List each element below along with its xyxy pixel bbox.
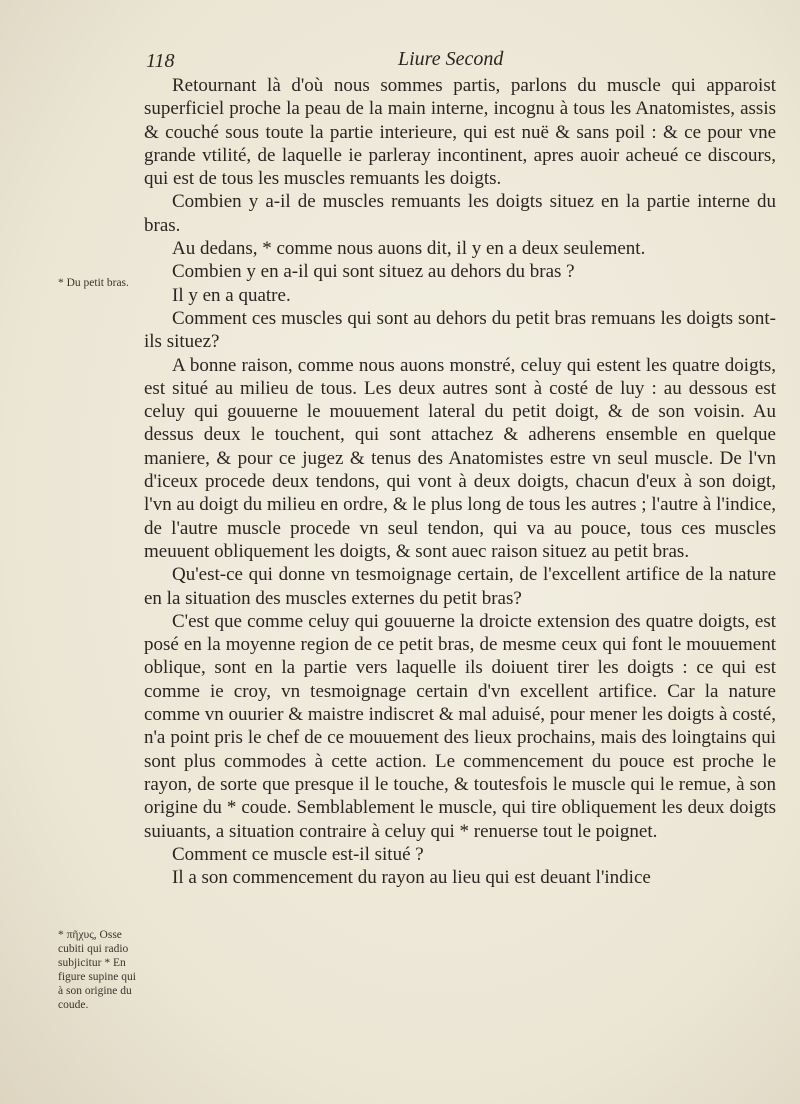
question: Combien y en a-il qui sont situez au dehors du bras ? [172,261,575,283]
margin-note: * πῆχυς, Osse cubiti qui radio subjicitur * En figure supine qui à son origine du coude. [58,929,136,1011]
answer: Au dedans, * comme nous auons dit, il y en a deux seulement. [172,238,646,260]
page-header [0,44,800,74]
running-title: Liure Second [398,48,504,70]
answer: A bonne raison, comme nous auons monstré, celuy qui estent les quatre doigts, est situé au milieu de tous. Les deux autres sont à costé de luy : au dessous est celuy qui gouuerne le mouuement lateral du petit doigt, & de son voisin. Au dessus deux le touchent, qui sont attachez & adherens ensemble en quelque maniere, & pour ce jugez & tenus des Anatomistes estre vn seul muscle. De l'vn d'iceux procede deux tendons, qui vont à deux doigts, chacun d'eux à son doigt, l'vn au doigt du milieu en ordre, & le plus long de tous les autres ; l'autre à l'indice, de l'autre muscle procede vn seul tendon, qui va au pouce, tous ces muscles meuuent obliquement les doigts, & sont auec raison situez au petit bras. [144,354,776,562]
question: Qu'est-ce qui donne vn tesmoignage certain, de l'excellent artifice de la nature en la situation des muscles externes du petit bras? [144,564,776,609]
paragraph: Retournant là d'où nous sommes partis, parlons du muscle qui apparoist superficiel proche la peau de la main interne, incognu à tous les Anatomistes, assis & couché sous toute la partie interieure, qui est nuë & sans poil : & ce pour vne grande vtilité, de laquelle ie parleray incontinent, apres auoir acheué ce discours, qui est de tous les muscles remuants les doigts. [144,75,776,190]
question: Comment ces muscles qui sont au dehors du petit bras remuans les doigts sont-ils situez? [144,307,776,353]
answer: Il y en a quatre. [172,284,291,306]
margin-note: * Du petit bras. [58,277,129,289]
question: Combien y a-il de muscles remuants les doigts situez en la partie interne du bras. [144,191,776,236]
answer: C'est que comme celuy qui gouuerne la droicte extension des quatre doigts, est posé en la moyenne region de ce petit bras, de mesme ceux qui font le mouuement oblique, sont en la partie vers laquelle ils doiuent tirer les doigts : ce qui est comme ie croy, vn tesmoignage certain d'vn excellent artifice. Car la nature comme vn ouurier & maistre indiscret & mal aduisé, pour mener les doigts à costé, n'a point pris le chef de ce mouuement des lieux prochains, mais des loingtains qui sont plus commodes à cette action. Le commencement du pouce est proche le rayon, de sorte que presque il le touche, & toutesfois le muscle qui le remue, à son origine du * coude. Semblablement le muscle, qui tire obliquement les deux doigts suiuants, a situation contraire à celuy qui * renuerse tout le poignet. [144,610,776,842]
question: Comment ce muscle est-il situé ? [172,843,424,865]
page-number: 118 [146,50,175,72]
answer: Il a son commencement du rayon au lieu qui est deuant l'indice [172,867,651,889]
body-text [144,74,776,889]
